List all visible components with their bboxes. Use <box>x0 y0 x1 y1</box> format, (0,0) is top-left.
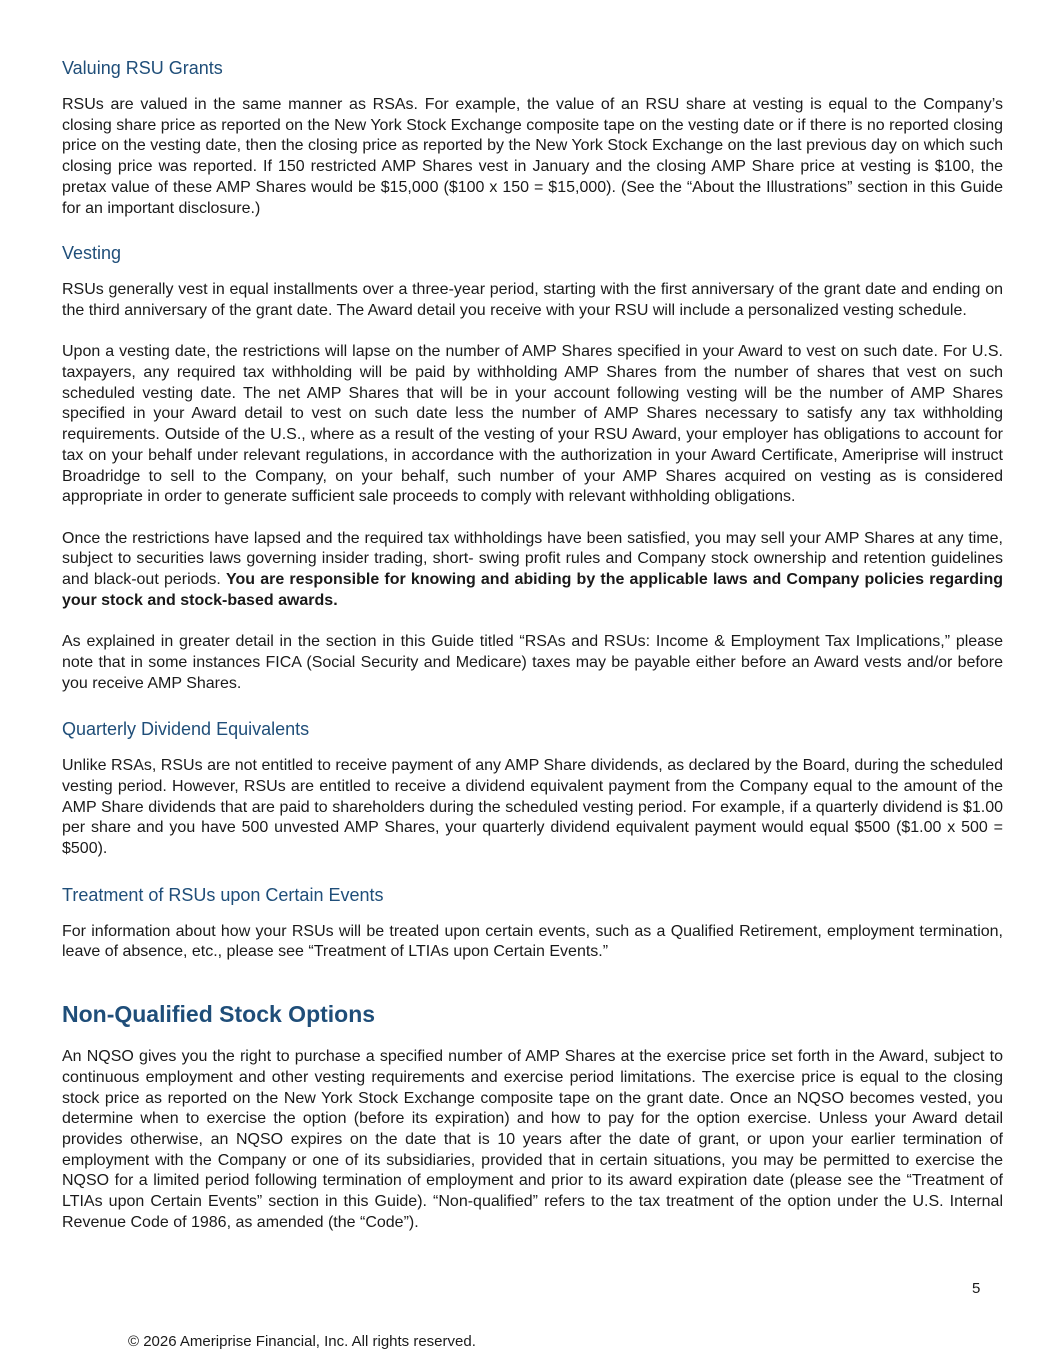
heading-treatment-of-rsus: Treatment of RSUs upon Certain Events <box>62 884 384 905</box>
heading-valuing-rsu-grants: Valuing RSU Grants <box>62 58 223 78</box>
responsibility-notice: You are responsible for knowing and abiding by the applicable laws and Company policies regarding your stock and stock-based awards. <box>62 571 1004 609</box>
paragraph-vesting-schedule: RSUs generally vest in equal installments over a three-year period, starting with the first anniversary of the grant date and ending on the third anniversary of the grant date. The Award detail you receive with your RSU will include a personalized vesting schedule. <box>62 281 1003 319</box>
heading-vesting: Vesting <box>62 243 122 264</box>
paragraph-non-qualified-stock-options: An NQSO gives you the right to purchase a specified number of AMP Shares at the exercise price set forth in the Award, subject to continuous employment and other vesting requirements and exercise period limitations. The exercise price is equal to the closing stock price as reported on the New York Stock Exchange composite tape on the grant date. Once an NQSO becomes vested, you determine when to exercise the option (before its expiration) and how to pay for the option exercise. Unless your Award detail provides otherwise, an NQSO expires on the date that is 10 years after the date of grant, or upon your earlier termination of employment with the Company or one of its subsidiaries, provided that in certain situations, you may be permitted to exercise the NQSO for a limited period following termination of employment and prior to its award expiration date (please see the “Treatment of LTIAs upon Certain Events” section in this Guide). “Non-qualified” refers to the tax treatment of the option under the U.S. Internal Revenue Code of 1986, as amended (the “Code”). <box>62 1048 1003 1231</box>
heading-quarterly-dividend-equivalents: Quarterly Dividend Equivalents <box>62 719 310 740</box>
paragraph-valuing-rsu-grants: RSUs are valued in the same manner as RSAs. For example, the value of an RSU share at vesting is equal to the Company’s closing share price as reported on the New York Stock Exchange composite tape on the vesting date or if there is no reported closing price on the vesting date, then the closing price as reported by the New York Stock Exchange on the last previous day on which such closing price was reported. If 150 restricted AMP Shares vest in January and the closing AMP Share price at vesting is $100, the pretax value of these AMP Shares would be $15,000 ($100 x 150 = $15,000). (See the “About the Illustrations” section in this Guide for an important disclosure.) <box>62 96 1003 217</box>
paragraph-dividend-equivalents: Unlike RSAs, RSUs are not entitled to receive payment of any AMP Share dividends, as declared by the Board, during the scheduled vesting period. However, RSUs are entitled to receive a dividend equivalent payment from the Company equal to the amount of the AMP Share dividends that are paid to shareholders during the scheduled vesting period. For example, if a quarterly dividend is $1.00 per share and you have 500 unvested AMP Shares, your quarterly dividend equivalent payment would equal $500 ($1.00 x 500 = $500). <box>62 757 1003 858</box>
page-number: 5 <box>972 1280 981 1297</box>
paragraph-vesting-date: Upon a vesting date, the restrictions will lapse on the number of AMP Shares specified in your Award to vest on such date. For U.S. taxpayers, any required tax withholding will be paid by withholding AMP Shares from the number of shares that vest on such scheduled vesting date. The net AMP Shares that will be in your account following vesting will be the number of AMP Shares specified in your Award detail to vest on such date less the number of AMP Shares necessary to satisfy any tax withholding requirements. Outside of the U.S., where as a result of the vesting of your RSU Award, your employer has obligations to account for tax on your behalf under relevant regulations, in accordance with the authorization in your Award Certificate, Ameriprise will instruct Broadridge to sell to the Company, on your behalf, such number of your AMP Shares acquired on vesting as is considered appropriate in order to generate sufficient sale proceeds to comply with relevant withholding obligations. <box>62 343 1003 506</box>
selling-shares-text: Once the restrictions have lapsed and the required tax withholdings have been satisfied, you may sell your AMP Shares at any time, subject to securities laws governing insider trading, short- swing profit rules and Company stock ownership and retention guidelines and black-out periods. <box>62 529 1003 589</box>
paragraph-selling-shares <box>62 529 1003 612</box>
paragraph-fica-taxes: As explained in greater detail in the section in this Guide titled “RSAs and RSUs: Income & Employment Tax Implications,” please note that in some instances FICA (Social Security and Medicare) taxes may be payable either before an Award vests and/or before you receive AMP Shares. <box>62 633 1003 692</box>
paragraph-treatment-of-rsus: For information about how your RSUs will be treated upon certain events, such as a Qualified Retirement, employment termination, leave of absence, etc., please see “Treatment of LTIAs upon Certain Events.” <box>62 922 1003 961</box>
heading-non-qualified-stock-options: Non-Qualified Stock Options <box>62 1001 376 1028</box>
copyright-footer: © 2026 Ameriprise Financial, Inc. All rights reserved. <box>128 1333 476 1350</box>
document-body <box>62 53 1003 1233</box>
